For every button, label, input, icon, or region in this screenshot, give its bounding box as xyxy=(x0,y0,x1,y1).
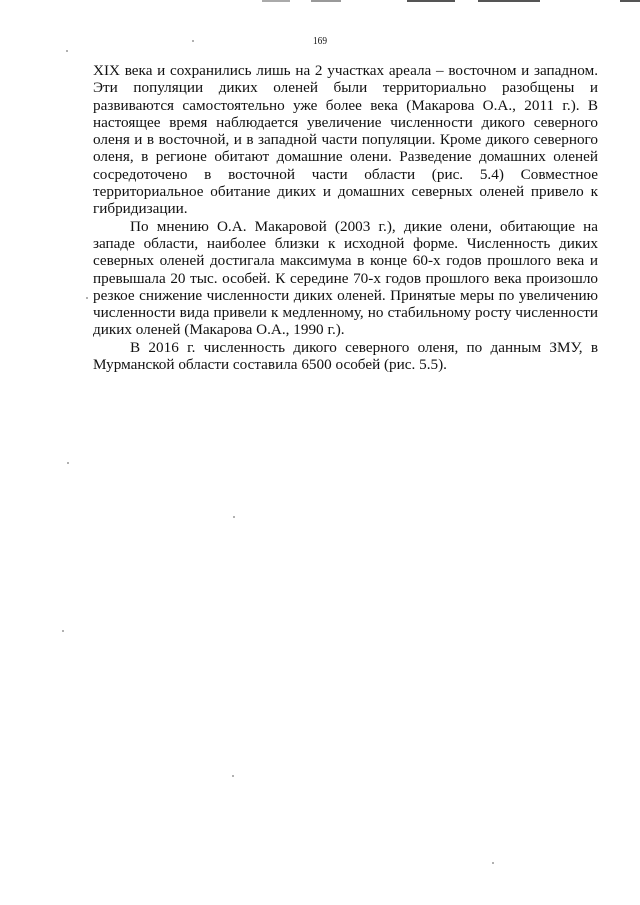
scan-artifact xyxy=(407,0,455,2)
scan-speck xyxy=(192,40,194,42)
scan-speck xyxy=(233,516,235,518)
scan-artifact xyxy=(478,0,540,2)
scan-speck xyxy=(62,630,64,632)
scan-speck xyxy=(66,50,68,52)
paragraph-2: По мнению О.А. Макаровой (2003 г.), дикие олени, обитающие на западе области, наиболее близки к исходной форме. Численность диких северных оленей достигала максимума в конце 60-х годов прошлого века и превышала 20 тыс. особей. К середине 70-х годов прошлого века произошло резкое снижение численности диких оленей. Принятые меры по увеличению численности вида привели к медленному, но стабильному росту численности диких оленей (Макарова О.А., 1990 г.). xyxy=(93,217,598,339)
scan-speck xyxy=(86,297,88,299)
body-text xyxy=(93,62,598,373)
paragraph-3: В 2016 г. численность дикого северного оленя, по данным ЗМУ, в Мурманской области составила 6500 особей (рис. 5.5). xyxy=(93,338,598,374)
scan-artifact xyxy=(620,0,640,2)
scan-artifact xyxy=(262,0,290,2)
scan-artifact xyxy=(311,0,341,2)
page-number: 169 xyxy=(312,35,328,47)
paragraph-1: XIX века и сохранились лишь на 2 участках ареала – восточном и западном. Эти популяции диких оленей были территориально разобщены и развиваются самостоятельно уже более века (Макарова О.А., 2011 г.). В настоящее время наблюдается увеличение численности дикого северного оленя и в восточной, и в западной части популяции. Кроме дикого северного оленя, в регионе обитают домашние олени. Разведение домашних оленей сосредоточено в восточной части области (рис. 5.4) Совместное территориальное обитание диких и домашних северных оленей привело к гибридизации. xyxy=(93,62,598,218)
scan-speck xyxy=(232,775,234,777)
scan-speck xyxy=(492,862,494,864)
scan-speck xyxy=(67,462,69,464)
